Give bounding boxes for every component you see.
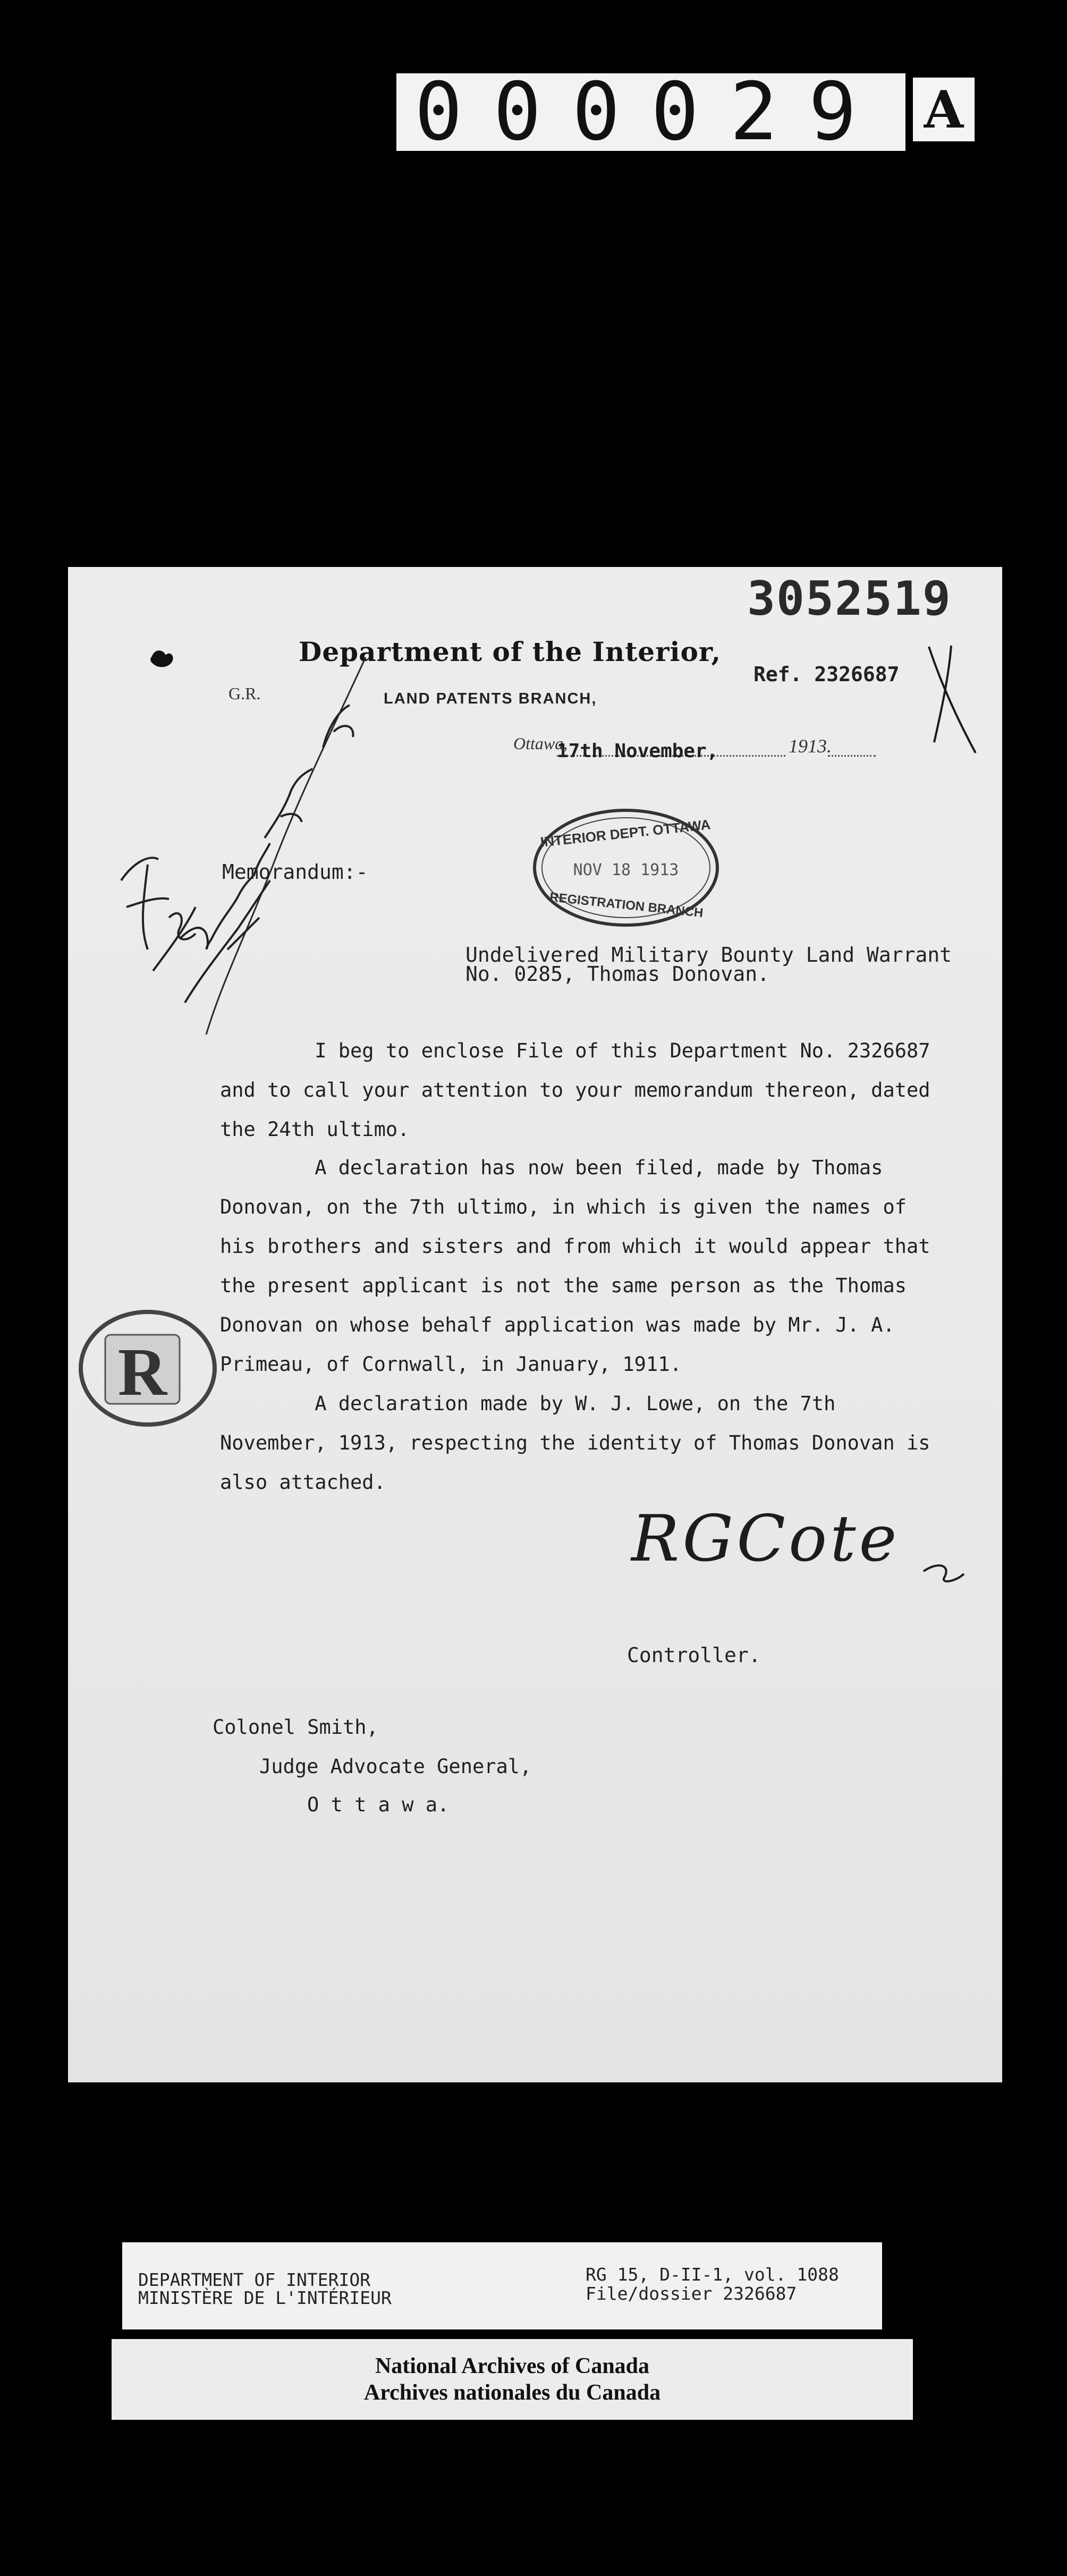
file-number-label: File/dossier 2326687	[586, 2283, 797, 2304]
registry-stamp	[530, 805, 722, 930]
archive-reference-label	[122, 2242, 882, 2329]
archives-label	[112, 2339, 913, 2420]
subject-line-1: Undelivered Military Bounty Land Warrant	[465, 943, 952, 967]
paragraph-3: A declaration made by W. J. Lowe, on the 7th November, 1913, respecting the identity of Thomas Donovan is also attached.	[220, 1392, 930, 1494]
margin-note-handwriting	[89, 631, 387, 1045]
letter-page	[68, 567, 1002, 2082]
gr-mark: G.R.	[228, 684, 261, 703]
dept-label-fr: MINISTÈRE DE L'INTÉRIEUR	[138, 2287, 392, 2308]
r-stamp-letter: R	[117, 1334, 167, 1410]
frame-letter: A	[924, 79, 964, 140]
year-dotted-line	[828, 755, 876, 757]
frame-number-label	[396, 66, 905, 158]
dept-label-en: DEPARTMENT OF INTERIOR	[138, 2269, 371, 2290]
archives-name-en: National Archives of Canada	[375, 2354, 650, 2378]
paragraph-1: I beg to enclose File of this Department No. 2326687 and to call your attention to your memorandum thereon, dated the 24th ultimo.	[220, 1039, 930, 1141]
frame-number: 000029	[414, 66, 887, 158]
addressee-line-1: Colonel Smith,	[213, 1716, 378, 1739]
letter-date: 17th November,	[557, 740, 718, 762]
cross-mark-icon	[918, 641, 982, 758]
place-label: Ottawa,	[513, 734, 568, 753]
frame-letter-label	[913, 78, 975, 141]
department-heading: Department of the Interior,	[299, 636, 721, 667]
subject-line-2: No. 0285, Thomas Donovan.	[465, 962, 769, 986]
paragraph-2: A declaration has now been filed, made by Thomas Donovan, on the 7th ultimo, in which is given the names of his brothers and sisters and from which it would appear that the present applicant is not the same person as the Thomas Donovan on whose behalf application was made by Mr. J. A. Primeau, of Cornwall, in January, 1911.	[220, 1156, 930, 1376]
letter-year: 1913.	[789, 735, 832, 757]
addressee-line-3: O t t a w a.	[307, 1793, 450, 1816]
registry-stamp-bottom: REGISTRATION BRANCH	[549, 889, 704, 921]
reference-number: Ref. 2326687	[753, 663, 900, 686]
memorandum-label: Memorandum:-	[222, 860, 368, 884]
record-group-label: RG 15, D-II-1, vol. 1088	[586, 2264, 839, 2285]
signature-image	[626, 1502, 966, 1592]
archives-name-fr: Archives nationales du Canada	[363, 2380, 661, 2405]
registry-stamp-top: INTERIOR DEPT. OTTAWA	[539, 816, 712, 850]
addressee-line-2: Judge Advocate General,	[259, 1755, 532, 1778]
signatory-title: Controller.	[627, 1643, 761, 1667]
registry-stamp-date: NOV 18 1913	[573, 861, 679, 879]
branch-heading: LAND PATENTS BRANCH,	[384, 690, 597, 707]
r-stamp	[68, 1306, 222, 1433]
stamp-number: 3052519	[747, 571, 952, 626]
signature-text: RGCote	[631, 1502, 900, 1576]
